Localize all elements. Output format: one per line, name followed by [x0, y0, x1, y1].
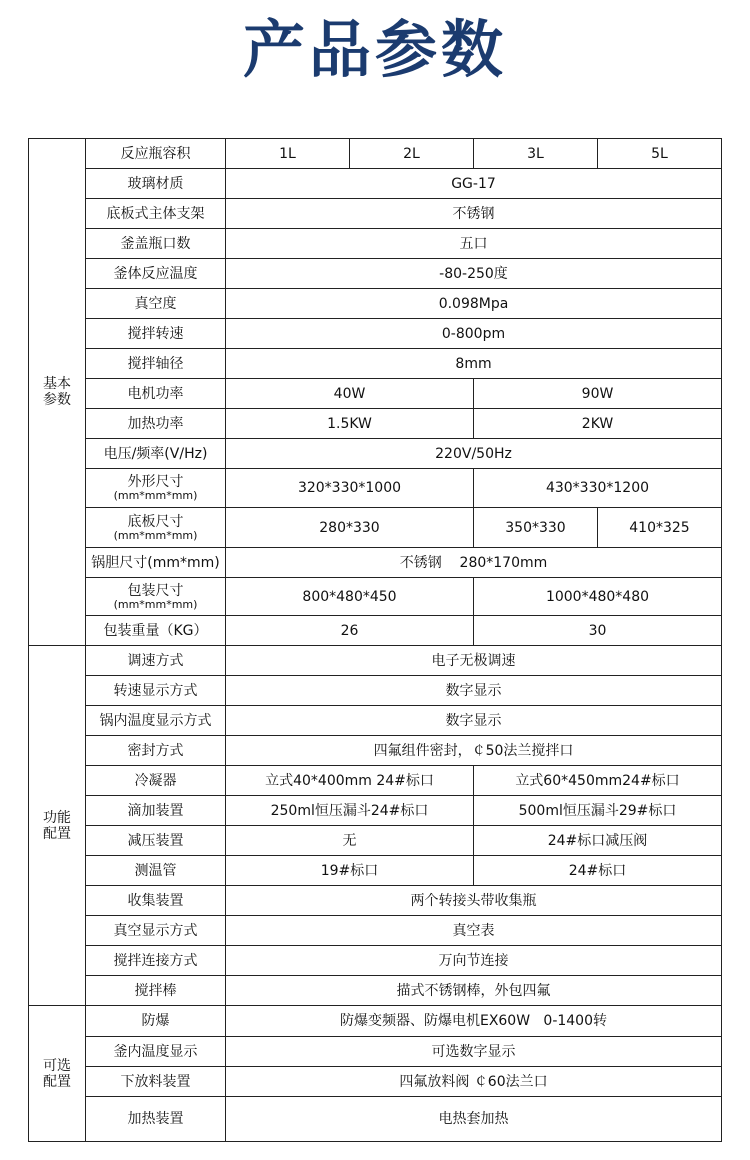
value-cell: 0-800pm [226, 319, 722, 349]
value-cell: 无 [226, 826, 474, 856]
row-label-text: 釜体反应温度 [113, 265, 198, 282]
row-label-text: 玻璃材质 [127, 175, 184, 192]
row-label [86, 916, 226, 946]
table-row [29, 946, 722, 976]
row-label [86, 796, 226, 826]
value-cell: 500ml恒压漏斗29#标口 [474, 796, 722, 826]
value-cell: 可选数字显示 [226, 1037, 722, 1067]
group-label: 可选配置 [43, 1057, 71, 1090]
value-cell: 数字显示 [226, 676, 722, 706]
row-label [86, 439, 226, 469]
table-row [29, 736, 722, 766]
page-title: 产品参数 [242, 13, 507, 86]
table-row [29, 139, 722, 169]
row-label [86, 319, 226, 349]
row-label [86, 676, 226, 706]
row-label-text: 下放料装置 [120, 1073, 191, 1090]
value-cell: 四氟放料阀 ￠60法兰口 [226, 1067, 722, 1097]
value-cell: 描式不锈钢棒，外包四氟 [226, 976, 722, 1006]
table-row [29, 796, 722, 826]
table-row [29, 229, 722, 259]
row-label [86, 508, 226, 548]
row-label-text: 锅胆尺寸(mm*mm) [91, 554, 220, 571]
value-cell: 40W [226, 379, 474, 409]
row-label [86, 199, 226, 229]
value-cell: 320*330*1000 [226, 469, 474, 508]
row-label [86, 379, 226, 409]
row-label-text: 加热装置 [127, 1111, 184, 1127]
value-cell: 30 [474, 616, 722, 646]
value-cell: 不锈钢 [226, 199, 722, 229]
value-cell: 220V/50Hz [226, 439, 722, 469]
table-row [29, 349, 722, 379]
row-label [86, 139, 226, 169]
group-label: 功能配置 [43, 809, 71, 842]
value-cell: 19#标口 [226, 856, 474, 886]
row-label-text: 包装重量（KG） [103, 622, 208, 639]
value-cell: 26 [226, 616, 474, 646]
row-label [86, 289, 226, 319]
spec-table [28, 138, 722, 1142]
row-label-text: 搅拌棒 [134, 982, 177, 999]
value-cell: 410*325 [598, 508, 722, 548]
row-label [86, 1006, 226, 1037]
group-cell [29, 139, 86, 646]
row-label-text: 电压/频率(V/Hz) [103, 445, 208, 462]
value-cell: 两个转接头带收集瓶 [226, 886, 722, 916]
table-row [29, 616, 722, 646]
value-cell: 电子无极调速 [226, 646, 722, 676]
row-label [86, 1037, 226, 1067]
value-cell: 立式60*450mm24#标口 [474, 766, 722, 796]
row-label-text: 搅拌转速 [127, 325, 184, 342]
value-cell: 数字显示 [226, 706, 722, 736]
row-label [86, 469, 226, 508]
row-label-text: 加热功率 [127, 415, 184, 432]
value-cell: 280*330 [226, 508, 474, 548]
table-row [29, 439, 722, 469]
table-row [29, 319, 722, 349]
row-label [86, 169, 226, 199]
row-label [86, 229, 226, 259]
row-label-text: 滴加装置 [127, 802, 184, 819]
value-cell: 250ml恒压漏斗24#标口 [226, 796, 474, 826]
value-cell: 350*330 [474, 508, 598, 548]
row-label [86, 578, 226, 616]
value-cell: 2L [350, 139, 474, 169]
value-cell: 1L [226, 139, 350, 169]
row-label [86, 736, 226, 766]
group-cell [29, 1006, 86, 1142]
table-row [29, 508, 722, 548]
row-label-text: 密封方式 [127, 742, 184, 759]
value-cell: 1.5KW [226, 409, 474, 439]
value-cell: 四氟组件密封，￠50法兰搅拌口 [226, 736, 722, 766]
value-cell: 0.098Mpa [226, 289, 722, 319]
row-label-text: 搅拌轴径 [127, 355, 184, 372]
table-row [29, 706, 722, 736]
table-row [29, 976, 722, 1006]
row-label-text: 收集装置 [127, 892, 184, 909]
table-row [29, 1006, 722, 1037]
row-label-text: 底板式主体支架 [106, 205, 205, 222]
table-row [29, 646, 722, 676]
row-label [86, 1067, 226, 1097]
table-row [29, 409, 722, 439]
table-row [29, 199, 722, 229]
table-row [29, 259, 722, 289]
row-label-text: 调速方式 [127, 652, 184, 669]
value-cell: 2KW [474, 409, 722, 439]
table-row [29, 379, 722, 409]
row-label [86, 548, 226, 578]
row-label-text: 真空度 [134, 295, 177, 312]
row-label-unit: (mm*mm*mm) [113, 489, 198, 502]
value-cell: 不锈钢 280*170mm [226, 548, 722, 578]
value-cell: 430*330*1200 [474, 469, 722, 508]
value-cell: -80-250度 [226, 259, 722, 289]
table-row [29, 826, 722, 856]
row-label-text: 釜盖瓶口数 [120, 235, 191, 252]
row-label-text: 釜内温度显示 [113, 1043, 198, 1060]
table-row [29, 1067, 722, 1097]
row-label [86, 1097, 226, 1142]
value-cell: 24#标口减压阀 [474, 826, 722, 856]
row-label-unit: (mm*mm*mm) [113, 528, 198, 542]
value-cell: 五口 [226, 229, 722, 259]
row-label-text: 外形尺寸 [127, 474, 184, 490]
row-label [86, 976, 226, 1006]
table-row [29, 548, 722, 578]
row-label [86, 706, 226, 736]
row-label-text: 搅拌连接方式 [113, 952, 198, 969]
value-cell: 防爆变频器、防爆电机EX60W 0-1400转 [226, 1006, 722, 1037]
row-label [86, 766, 226, 796]
table-row [29, 676, 722, 706]
row-label [86, 856, 226, 886]
value-cell: 万向节连接 [226, 946, 722, 976]
row-label-text: 真空显示方式 [113, 922, 198, 939]
row-label-text: 电机功率 [127, 385, 184, 402]
value-cell: 800*480*450 [226, 578, 474, 616]
row-label-text: 减压装置 [127, 832, 184, 849]
value-cell: GG-17 [226, 169, 722, 199]
row-label-text: 冷凝器 [134, 772, 177, 789]
group-label: 基本参数 [43, 376, 71, 408]
row-label-text: 防爆 [141, 1013, 170, 1029]
row-label-text: 底板尺寸 [127, 513, 184, 530]
table-row [29, 169, 722, 199]
table-row [29, 856, 722, 886]
row-label [86, 826, 226, 856]
row-label-text: 转速显示方式 [113, 682, 198, 699]
row-label [86, 259, 226, 289]
row-label [86, 409, 226, 439]
row-label-text: 包装尺寸 [127, 582, 184, 599]
value-cell: 5L [598, 139, 722, 169]
value-cell: 90W [474, 379, 722, 409]
table-row [29, 766, 722, 796]
value-cell: 真空表 [226, 916, 722, 946]
row-label [86, 646, 226, 676]
table-row [29, 916, 722, 946]
value-cell: 8mm [226, 349, 722, 379]
value-cell: 24#标口 [474, 856, 722, 886]
row-label-text: 锅内温度显示方式 [99, 712, 212, 729]
value-cell: 立式40*400mm 24#标口 [226, 766, 474, 796]
value-cell: 1000*480*480 [474, 578, 722, 616]
group-cell [29, 646, 86, 1006]
row-label [86, 616, 226, 646]
table-row [29, 886, 722, 916]
row-label-text: 反应瓶容积 [120, 145, 191, 162]
row-label-unit: (mm*mm*mm) [113, 597, 198, 611]
table-row [29, 578, 722, 616]
row-label [86, 886, 226, 916]
table-row [29, 469, 722, 508]
table-row [29, 1097, 722, 1142]
row-label [86, 349, 226, 379]
row-label-text: 测温管 [134, 862, 177, 879]
value-cell: 电热套加热 [226, 1097, 722, 1142]
table-row [29, 289, 722, 319]
value-cell: 3L [474, 139, 598, 169]
table-row [29, 1037, 722, 1067]
row-label [86, 946, 226, 976]
